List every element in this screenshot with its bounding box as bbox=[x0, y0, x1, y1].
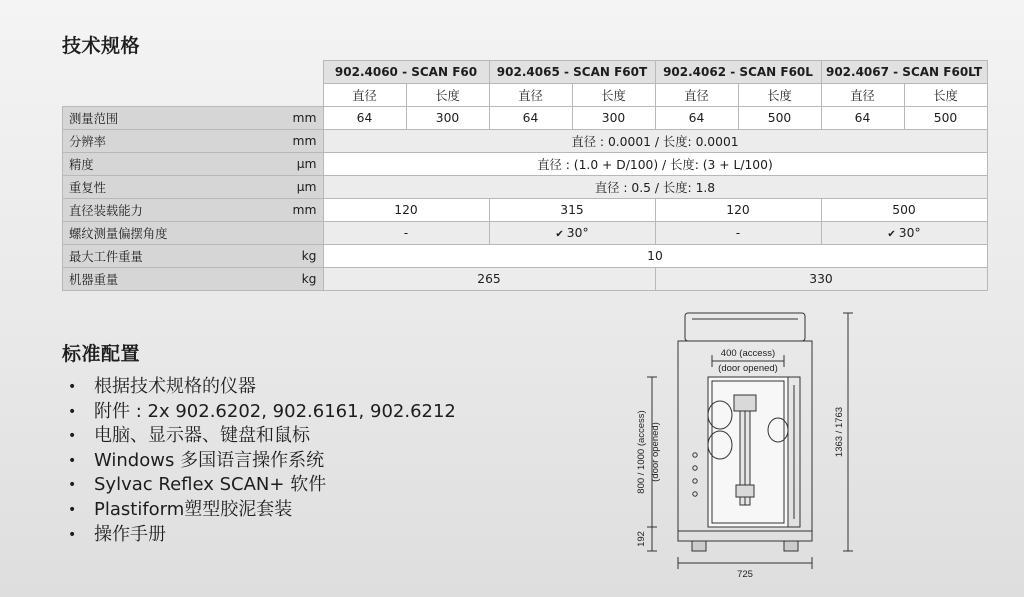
spec-cell-text: 500 bbox=[767, 111, 792, 125]
spec-cell-text: 直径 : (1.0 + D/100) / 长度: (3 + L/100) bbox=[537, 158, 773, 172]
spec-row-unit: µm bbox=[271, 176, 324, 199]
spec-row-label: 分辨率 bbox=[63, 130, 271, 153]
sub-header: 直径 bbox=[821, 84, 904, 107]
sub-header: 直径 bbox=[655, 84, 738, 107]
spec-row-label: 最大工件重量 bbox=[63, 245, 271, 268]
standard-config-item: • 根据技术规格的仪器 bbox=[68, 375, 456, 400]
spec-cell bbox=[323, 245, 987, 268]
spec-cell-text: 30° bbox=[898, 226, 921, 240]
spec-row bbox=[63, 199, 988, 222]
spec-cell-text: 120 bbox=[394, 203, 418, 217]
height-access-label: 800 / 1000 (access) bbox=[636, 410, 647, 494]
standard-config-list bbox=[68, 375, 456, 547]
spec-row bbox=[63, 268, 988, 291]
sub-header: 长度 bbox=[738, 84, 821, 107]
standard-config-item: • 电脑、显示器、键盘和鼠标 bbox=[68, 424, 456, 449]
spec-cell-text: 120 bbox=[726, 203, 750, 217]
total-width-label: 725 bbox=[737, 569, 753, 580]
spec-cell bbox=[323, 222, 489, 245]
sub-header: 长度 bbox=[572, 84, 655, 107]
spec-row bbox=[63, 153, 988, 176]
model-header-row bbox=[63, 61, 988, 84]
spec-cell bbox=[489, 199, 655, 222]
spec-cell-text: 直径 : 0.0001 / 长度: 0.0001 bbox=[571, 135, 739, 149]
model-header: 902.4062 - SCAN F60L bbox=[655, 61, 821, 84]
standard-config-item: • Plastiform塑型胶泥套装 bbox=[68, 498, 456, 523]
spec-row-unit: mm bbox=[271, 199, 324, 222]
spec-cell bbox=[323, 153, 987, 176]
header-blank bbox=[63, 84, 324, 107]
spec-cell-text: - bbox=[403, 226, 409, 240]
spec-row-unit: mm bbox=[271, 130, 324, 153]
spec-cell bbox=[406, 107, 489, 130]
spec-row bbox=[63, 107, 988, 130]
top-enclosure bbox=[685, 313, 805, 341]
spec-cell-text: 64 bbox=[688, 111, 705, 125]
standard-config-item: • Windows 多国语言操作系统 bbox=[68, 449, 456, 474]
spec-cell bbox=[323, 107, 406, 130]
spec-cell bbox=[323, 199, 489, 222]
spec-row-unit: mm bbox=[271, 107, 324, 130]
spec-row-label: 精度 bbox=[63, 153, 271, 176]
machine-dimension-drawing bbox=[630, 305, 860, 585]
spec-cell bbox=[572, 107, 655, 130]
standard-config-item: • 附件 : 2x 902.6202, 902.6161, 902.6212 bbox=[68, 400, 456, 425]
sub-header: 直径 bbox=[489, 84, 572, 107]
spec-cell-text: 315 bbox=[560, 203, 584, 217]
spec-row bbox=[63, 245, 988, 268]
spec-cell bbox=[489, 107, 572, 130]
spec-heading: 技术规格 bbox=[62, 35, 141, 57]
spec-cell bbox=[323, 130, 987, 153]
spec-row-unit: kg bbox=[271, 268, 324, 291]
spec-cell bbox=[821, 222, 987, 245]
spec-row-label: 测量范围 bbox=[63, 107, 271, 130]
spec-cell-text: 500 bbox=[933, 111, 958, 125]
check-icon: ✔ bbox=[555, 229, 564, 240]
spec-row-label: 机器重量 bbox=[63, 268, 271, 291]
check-icon: ✔ bbox=[887, 229, 896, 240]
spec-cell-text: 10 bbox=[647, 249, 663, 263]
spec-cell bbox=[655, 222, 821, 245]
spec-cell-text: 30° bbox=[566, 226, 589, 240]
spec-row-label: 直径装载能力 bbox=[63, 199, 271, 222]
spec-cell-text: 300 bbox=[601, 111, 626, 125]
model-header: 902.4067 - SCAN F60LT bbox=[821, 61, 987, 84]
spec-cell-text: 直径 : 0.5 / 长度: 1.8 bbox=[594, 181, 716, 195]
spec-row-unit bbox=[271, 222, 324, 245]
sub-header-row bbox=[63, 84, 988, 107]
spec-cell bbox=[489, 222, 655, 245]
spec-cell bbox=[904, 107, 987, 130]
base-height-label: 192 bbox=[636, 531, 647, 547]
standard-heading: 标准配置 bbox=[62, 343, 141, 365]
spec-table bbox=[62, 60, 988, 291]
door-opened-label: (door opened) bbox=[718, 363, 778, 374]
spec-row bbox=[63, 130, 988, 153]
height-door-label: (door opened) bbox=[650, 422, 661, 482]
spec-row bbox=[63, 176, 988, 199]
spec-row-label: 螺纹测量偏摆角度 bbox=[63, 222, 271, 245]
spec-cell bbox=[821, 199, 987, 222]
spec-cell bbox=[821, 107, 904, 130]
spec-cell bbox=[655, 268, 987, 291]
total-height-label: 1363 / 1763 bbox=[834, 406, 845, 458]
spec-cell bbox=[323, 176, 987, 199]
standard-config-item: • Sylvac Reflex SCAN+ 软件 bbox=[68, 473, 456, 498]
spec-row-unit: µm bbox=[271, 153, 324, 176]
model-header: 902.4060 - SCAN F60 bbox=[323, 61, 489, 84]
spec-cell-text: 265 bbox=[477, 272, 501, 286]
spec-cell-text: 330 bbox=[809, 272, 833, 286]
spec-cell bbox=[655, 199, 821, 222]
spec-cell-text: 64 bbox=[356, 111, 373, 125]
sub-header: 长度 bbox=[406, 84, 489, 107]
spec-cell-text: 300 bbox=[435, 111, 460, 125]
spec-row-label: 重复性 bbox=[63, 176, 271, 199]
spec-cell bbox=[323, 268, 655, 291]
spec-cell bbox=[655, 107, 738, 130]
spec-cell bbox=[738, 107, 821, 130]
model-header: 902.4065 - SCAN F60T bbox=[489, 61, 655, 84]
standard-config-item: • 操作手册 bbox=[68, 523, 456, 548]
spec-cell-text: - bbox=[735, 226, 741, 240]
sub-header: 直径 bbox=[323, 84, 406, 107]
sub-header: 长度 bbox=[904, 84, 987, 107]
access-width-label: 400 (access) bbox=[720, 348, 776, 359]
spec-row bbox=[63, 222, 988, 245]
spec-row-unit: kg bbox=[271, 245, 324, 268]
spec-cell-text: 500 bbox=[892, 203, 916, 217]
spec-cell-text: 64 bbox=[522, 111, 539, 125]
spec-cell-text: 64 bbox=[854, 111, 871, 125]
header-blank bbox=[63, 61, 324, 84]
